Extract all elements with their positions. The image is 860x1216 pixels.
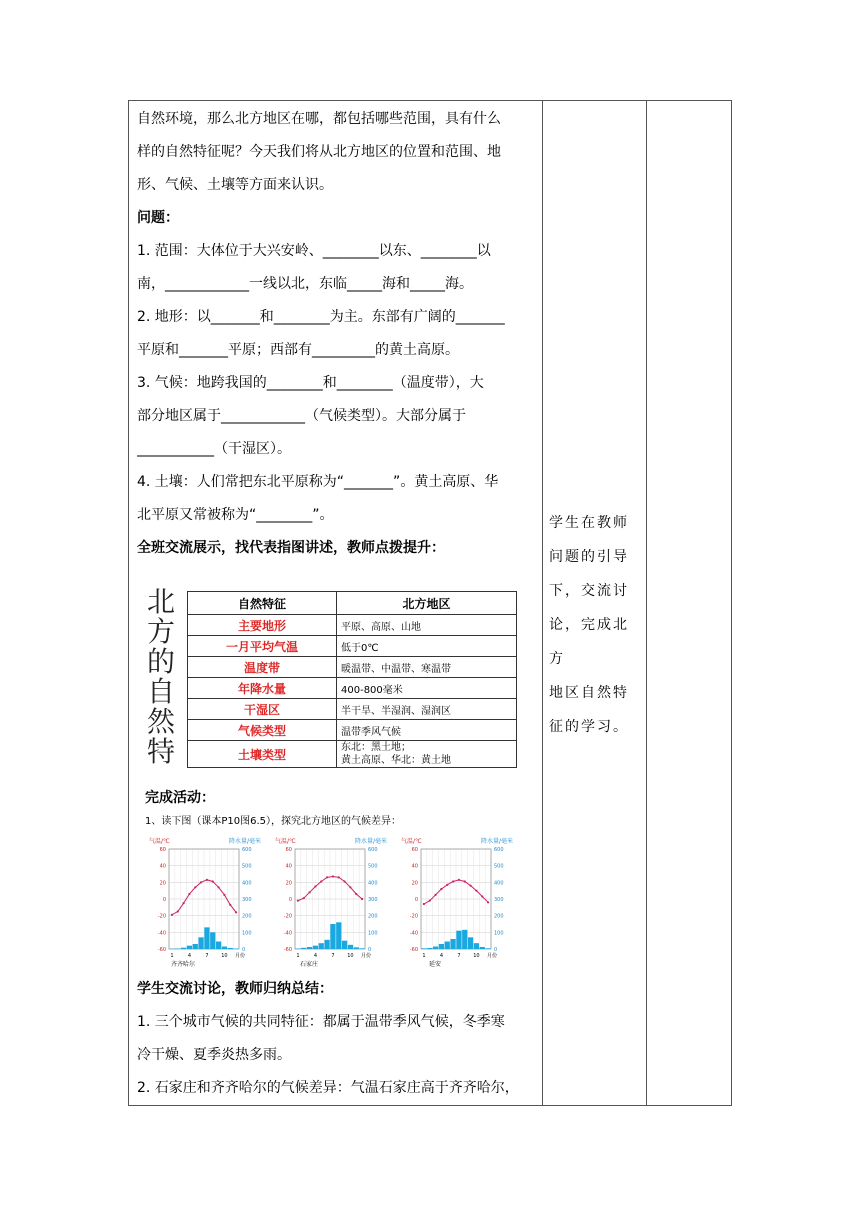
precip-tick-label: 0	[242, 947, 246, 953]
temp-point	[206, 879, 208, 881]
month-axis-label: 月份	[487, 953, 498, 959]
intro-line: 自然环境，那么北方地区在哪，都包括哪些范围，具有什么	[137, 111, 501, 127]
temp-tick-label: -40	[409, 930, 418, 937]
chart-title: 齐齐哈尔	[170, 961, 196, 968]
temp-point	[332, 875, 334, 877]
exchange-heading: 全班交流展示，找代表指图讲述，教师点拨提升：	[137, 540, 445, 556]
month-tick-label: 7	[205, 953, 209, 959]
month-tick-label: 10	[473, 953, 480, 959]
precip-tick-label: 0	[494, 947, 498, 953]
precip-bar	[295, 949, 300, 950]
precip-bar	[468, 937, 473, 949]
precip-bar	[193, 944, 198, 949]
feature-key: 气候类型	[188, 720, 337, 741]
summary-line: 2. 石家庄和齐齐哈尔的气候差异：气温石家庄高于齐齐哈尔，	[137, 1080, 519, 1096]
temp-point	[326, 876, 328, 878]
precip-axis-label: 降水量/毫米	[229, 838, 262, 845]
temp-point	[338, 876, 340, 878]
climate-charts	[147, 833, 527, 973]
precip-tick-label: 300	[494, 897, 504, 903]
precip-bar	[336, 922, 341, 949]
month-tick-label: 1	[422, 953, 426, 959]
feature-vertical-title: 北 方 的 自 然 特	[146, 585, 175, 768]
precip-tick-label: 100	[242, 930, 252, 937]
temp-point	[217, 886, 219, 888]
student-activity-line: 下，交流讨	[549, 583, 629, 599]
intro-line: 样的自然特征呢？今天我们将从北方地区的位置和范围、地	[137, 144, 501, 160]
precip-bar	[342, 941, 347, 949]
month-tick-label: 4	[313, 953, 318, 959]
temp-point	[182, 902, 184, 904]
temp-point	[343, 880, 345, 882]
student-activity	[549, 506, 643, 744]
student-activity-line: 学生在教师	[549, 515, 629, 531]
temp-tick-label: 0	[288, 897, 292, 903]
month-tick-label: 1	[296, 953, 300, 959]
precip-bar	[222, 947, 227, 950]
student-activity-line: 论，完成北方	[549, 617, 629, 667]
temp-axis-label: 气温/℃	[401, 838, 422, 845]
student-activity-line: 征的学习。	[549, 719, 629, 735]
column-divider	[646, 101, 647, 1105]
temp-tick-label: 60	[285, 847, 292, 853]
activity-heading: 完成活动：	[145, 790, 215, 806]
activity-item: 1、读下图（课本P10图6.5），探究北方地区的气候差异：	[145, 816, 402, 827]
month-tick-label: 7	[457, 953, 461, 959]
feature-key: 一月平均气温	[188, 636, 337, 657]
temp-point	[429, 900, 431, 902]
temp-tick-label: 40	[411, 863, 418, 870]
precip-tick-label: 100	[494, 930, 504, 937]
month-tick-label: 7	[331, 953, 335, 959]
temp-point	[349, 886, 351, 888]
precip-tick-label: 200	[368, 913, 378, 920]
precip-bar	[359, 948, 364, 949]
precip-tick-label: 600	[368, 847, 378, 853]
temp-point	[355, 893, 357, 895]
temp-point	[423, 903, 425, 905]
temp-axis-label: 气温/℃	[275, 838, 296, 845]
feature-value: 东北：黑土地； 黄土高原、华北：黄土地	[337, 741, 517, 768]
summary-heading: 学生交流讨论，教师归纳总结：	[137, 981, 333, 997]
temp-point	[487, 901, 489, 903]
precip-tick-label: 500	[494, 863, 504, 870]
question-line: 部分地区属于____________（气候类型）。大部分属于	[137, 408, 466, 424]
month-tick-label: 4	[187, 953, 192, 959]
precip-bar	[233, 949, 238, 950]
temp-tick-label: -60	[409, 947, 418, 953]
temp-point	[212, 880, 214, 882]
precip-tick-label: 300	[242, 897, 252, 903]
temp-point	[235, 911, 237, 913]
precip-tick-label: 500	[242, 863, 252, 870]
precip-tick-label: 300	[368, 897, 378, 903]
precip-bar	[462, 930, 467, 949]
precip-bar	[456, 931, 461, 949]
precip-tick-label: 500	[368, 863, 378, 870]
temp-point	[440, 888, 442, 890]
temp-point	[464, 880, 466, 882]
feature-key: 干湿区	[188, 699, 337, 720]
feature-key: 主要地形	[188, 615, 337, 636]
precip-tick-label: 100	[368, 930, 378, 937]
temp-tick-label: 40	[285, 863, 292, 870]
summary-line: 冷干燥、夏季炎热多雨。	[137, 1047, 291, 1063]
precip-bar	[427, 948, 432, 949]
north-features-figure	[141, 587, 521, 773]
feature-key: 温度带	[188, 657, 337, 678]
precip-bar	[204, 927, 209, 949]
month-tick-label: 4	[439, 953, 444, 959]
temp-axis-label: 气温/℃	[149, 838, 170, 845]
temp-point	[223, 894, 225, 896]
temp-point	[297, 900, 299, 902]
precip-bar	[450, 939, 455, 949]
precip-bar	[433, 947, 438, 950]
feature-key: 年降水量	[188, 678, 337, 699]
temp-point	[469, 885, 471, 887]
month-tick-label: 10	[347, 953, 354, 959]
month-axis-label: 月份	[235, 953, 246, 959]
temp-tick-label: -60	[283, 947, 292, 953]
precip-bar	[301, 948, 306, 949]
teaching-content	[137, 101, 537, 1096]
temp-point	[314, 885, 316, 887]
temp-tick-label: -20	[157, 913, 166, 920]
column-divider	[542, 101, 543, 1105]
temp-point	[229, 904, 231, 906]
chart-title: 石家庄	[299, 961, 319, 968]
summary-section	[137, 973, 537, 1105]
temp-point	[458, 879, 460, 881]
chart-title: 延安	[428, 961, 442, 968]
feature-table	[187, 591, 517, 768]
temp-tick-label: 0	[162, 897, 166, 903]
precip-tick-label: 200	[242, 913, 252, 920]
temp-point	[171, 914, 173, 916]
precip-bar	[307, 947, 312, 949]
intro-line: 形、气候、土壤等方面来认识。	[137, 177, 333, 193]
precip-bar	[324, 940, 329, 949]
precip-bar	[175, 949, 180, 950]
precip-tick-label: 600	[494, 847, 504, 853]
precip-bar	[445, 942, 450, 950]
precip-tick-label: 400	[242, 880, 252, 887]
summary-line: 1. 三个城市气候的共同特征：都属于温带季风气候，冬季寒	[137, 1014, 505, 1030]
precip-bar	[198, 937, 203, 949]
feature-value: 半干旱、半湿润、湿润区	[337, 699, 517, 720]
question-line: 4. 土壤：人们常把东北平原称为“_______”。黄土高原、华	[137, 474, 499, 490]
precip-bar	[354, 947, 359, 949]
precip-bar	[439, 944, 444, 949]
temp-tick-label: -40	[283, 930, 292, 937]
question-line: 1. 范围：大体位于大兴安岭、________以东、________以	[137, 243, 491, 259]
temp-tick-label: -40	[157, 930, 166, 937]
precip-tick-label: 400	[368, 880, 378, 887]
feature-value: 平原、高原、山地	[337, 615, 517, 636]
temp-point	[200, 881, 202, 883]
temp-point	[361, 898, 363, 900]
feature-header: 北方地区	[337, 592, 517, 615]
question-line: 南，____________一线以北，东临_____海和_____海。	[137, 276, 473, 292]
question-line: 北平原又常被称为“________”。	[137, 507, 334, 523]
temp-point	[475, 890, 477, 892]
feature-header: 自然特征	[188, 592, 337, 615]
temp-point	[308, 891, 310, 893]
question-line: ___________（干湿区）。	[137, 441, 291, 457]
feature-value: 暖温带、中温带、寒温带	[337, 657, 517, 678]
precip-tick-label: 0	[368, 947, 372, 953]
temp-tick-label: 20	[159, 880, 166, 887]
precip-bar	[313, 946, 318, 949]
precip-bar	[210, 932, 215, 949]
temp-point	[446, 884, 448, 886]
temp-tick-label: 20	[411, 880, 418, 887]
student-activity-line: 地区自然特	[549, 685, 629, 701]
temp-tick-label: 0	[414, 897, 418, 903]
question-line: 2. 地形：以_______和________为主。东部有广阔的_______	[137, 309, 505, 325]
temp-tick-label: -20	[283, 913, 292, 920]
temp-tick-label: -60	[157, 947, 166, 953]
feature-value: 400-800毫米	[337, 678, 517, 699]
question-line: 3. 气候：地跨我国的________和________（温度带），大	[137, 375, 484, 391]
precip-bar	[181, 948, 186, 949]
precip-bar	[474, 943, 479, 949]
temp-point	[481, 895, 483, 897]
temp-point	[320, 880, 322, 882]
question-line: 平原和_______平原；西部有_________的黄土高原。	[137, 342, 459, 358]
questions-heading: 问题：	[137, 210, 179, 226]
month-tick-label: 1	[170, 953, 174, 959]
temp-point	[452, 880, 454, 882]
temp-point	[188, 893, 190, 895]
temp-point	[194, 886, 196, 888]
student-activity-line: 问题的引导	[549, 549, 629, 565]
precip-bar	[421, 948, 426, 949]
precip-axis-label: 降水量/毫米	[481, 838, 514, 845]
temp-tick-label: 60	[411, 847, 418, 853]
temp-point	[303, 897, 305, 899]
precip-bar	[319, 943, 324, 949]
precip-bar	[485, 948, 490, 949]
temp-point	[434, 894, 436, 896]
temp-tick-label: 40	[159, 863, 166, 870]
feature-key: 土壤类型	[188, 741, 337, 768]
temp-point	[177, 910, 179, 912]
temp-tick-label: -20	[409, 913, 418, 920]
precip-bar	[228, 948, 233, 949]
precip-tick-label: 400	[494, 880, 504, 887]
precip-bar	[187, 946, 192, 949]
temp-tick-label: 20	[285, 880, 292, 887]
precip-tick-label: 200	[494, 913, 504, 920]
month-axis-label: 月份	[361, 953, 372, 959]
precip-bar	[330, 924, 335, 949]
precip-tick-label: 600	[242, 847, 252, 853]
precip-bar	[216, 942, 221, 950]
temp-tick-label: 60	[159, 847, 166, 853]
feature-value: 低于0℃	[337, 636, 517, 657]
precip-bar	[348, 945, 353, 949]
month-tick-label: 10	[221, 953, 228, 959]
precip-bar	[480, 947, 485, 949]
lesson-table	[128, 100, 732, 1106]
feature-value: 温带季风气候	[337, 720, 517, 741]
precip-axis-label: 降水量/毫米	[355, 838, 388, 845]
